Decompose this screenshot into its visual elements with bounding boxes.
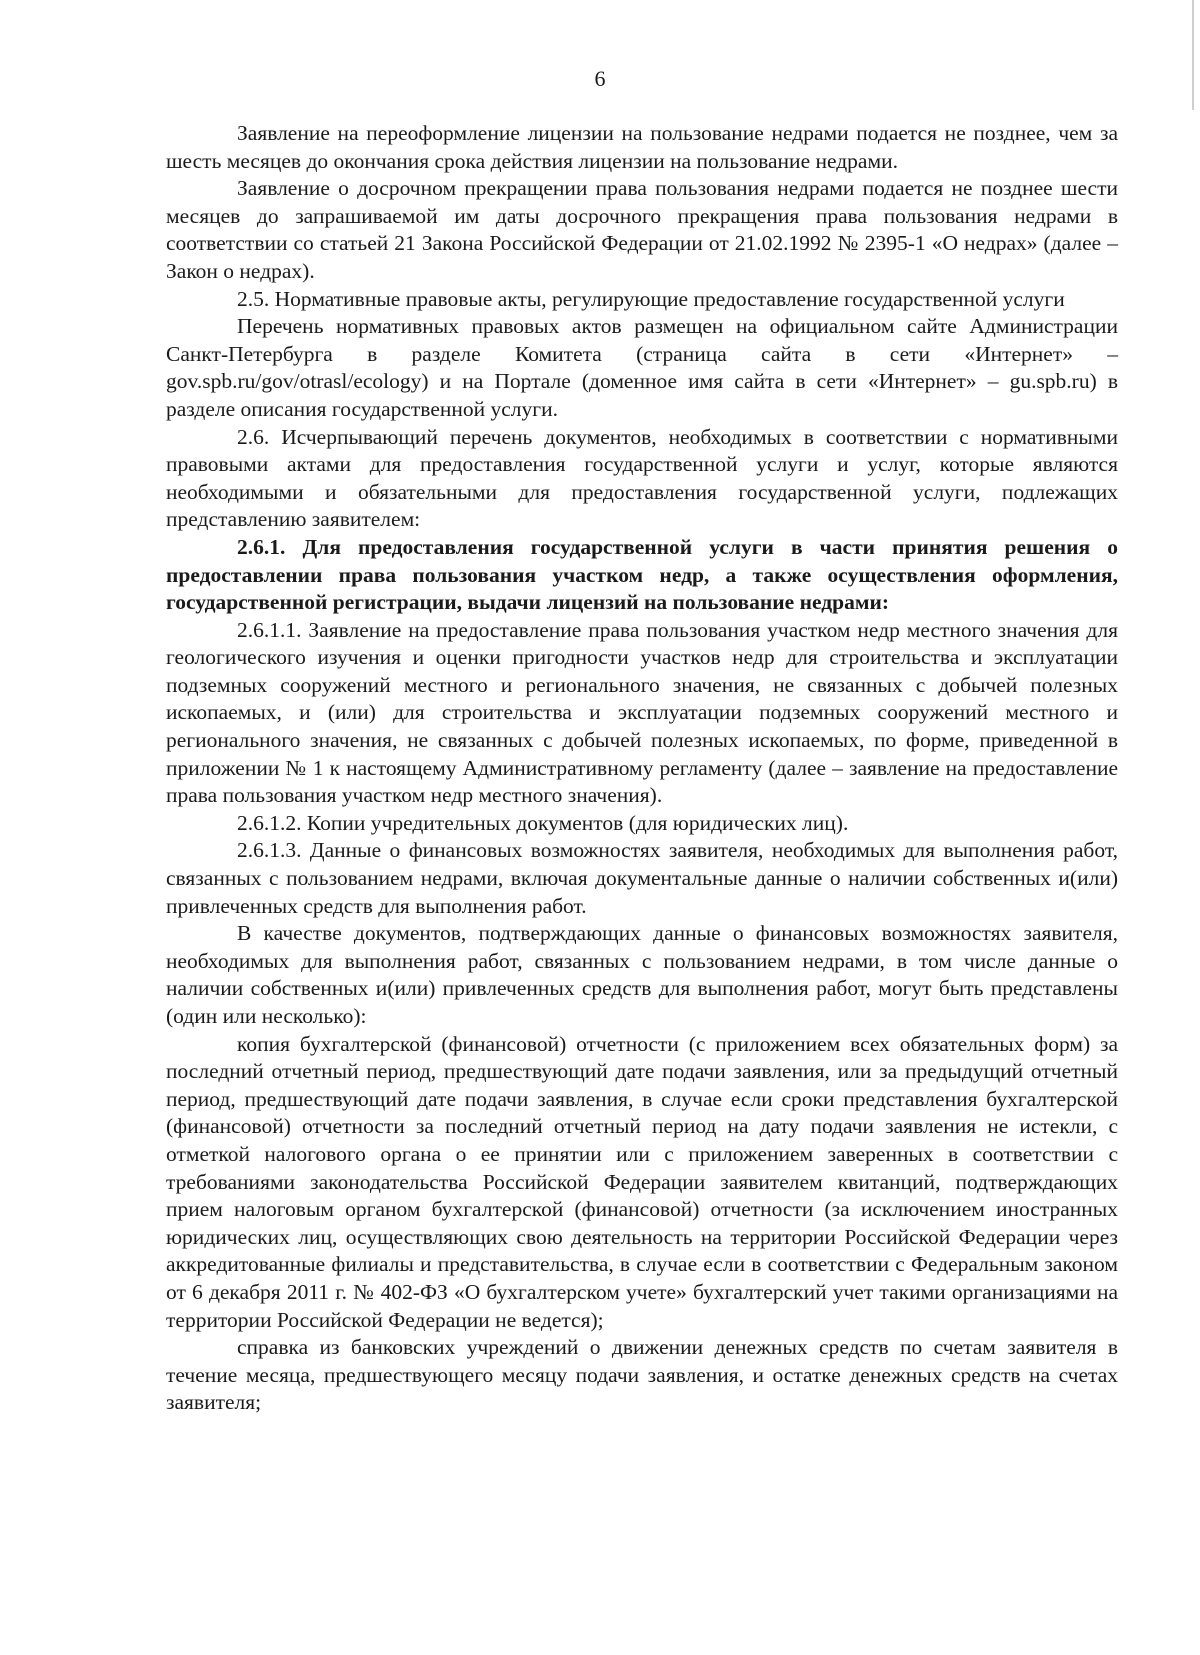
- document-body: [166, 120, 1118, 1417]
- paragraph-financial-documents: В качестве документов, подтверждающих данные о финансовых возможностях заявителя, необходимых для выполнения работ, связанных с пользованием недрами, в том числе данные о наличии собственных и(или) привлеченных средств для выполнения работ, могут быть представлены (один или несколько):: [166, 921, 1118, 1028]
- list-item-bank-statement: справка из банковских учреждений о движении денежных средств по счетам заявителя в течение месяца, предшествующего месяцу подачи заявления, и остатке денежных средств на счетах заявителя;: [166, 1335, 1118, 1415]
- item-2-6-1-1: 2.6.1.1. Заявление на предоставление права пользования участком недр местного значения для геологического изучения и оценки пригодности участков недр для строительства и эксплуатации подземных сооружений местного и регионального значения, не связанных с добычей полезных ископаемых, и (или) для строительства и эксплуатации подземных сооружений местного и регионального значения, не связанных с добычей полезных ископаемых, по форме, приведенной в приложении № 1 к настоящему Административному регламенту (далее – заявление на предоставление права пользования участком недр местного значения).: [166, 617, 1118, 808]
- scan-edge-line: [1192, 0, 1194, 110]
- section-2-6-1-heading: 2.6.1. Для предоставления государственной услуги в части принятия решения о предоставлении права пользования участком недр, а также осуществления оформления, государственной регистрации, выдачи лицензий на пользование недрами:: [166, 534, 1118, 615]
- item-2-6-1-2: 2.6.1.2. Копии учредительных документов (для юридических лиц).: [237, 810, 849, 835]
- section-2-5-heading: 2.5. Нормативные правовые акты, регулирующие предоставление государственной услуги: [237, 286, 1065, 311]
- section-2-6-heading: 2.6. Исчерпывающий перечень документов, необходимых в соответствии с нормативными правовыми актами для предоставления государственной услуги и услуг, которые являются необходимыми и обязательными для предоставления государственной услуги, подлежащих представлению заявителем:: [166, 424, 1118, 532]
- list-item-accounting-report: копия бухгалтерской (финансовой) отчетности (с приложением всех обязательных форм) за последний отчетный период, предшествующий дате подачи заявления, или за предыдущий отчетный период, предшествующий дате подачи заявления, в случае если сроки представления бухгалтерской (финансовой) отчетности за последний отчетный период на дату подачи заявления не истекли, с отметкой налогового органа о ее принятии или с приложением заверенных в соответствии с требованиями законодательства Российской Федерации заявителем квитанций, подтверждающих прием налоговым органом бухгалтерской (финансовой) отчетности (за исключением иностранных юридических лиц, осуществляющих свою деятельность на территории Российской Федерации через аккредитованные филиалы и представительства, в случае если в соответствии с Федеральным законом от 6 декабря 2011 г. № 402-ФЗ «О бухгалтерском учете» бухгалтерский учет такими организациями на территории Российской Федерации не ведется);: [166, 1031, 1118, 1332]
- item-2-6-1-3: 2.6.1.3. Данные о финансовых возможностях заявителя, необходимых для выполнения работ, связанных с пользованием недрами, включая документальные данные о наличии собственных и(или) привлеченных средств для выполнения работ.: [166, 838, 1118, 918]
- paragraph-legal-acts-list: Перечень нормативных правовых актов размещен на официальном сайте Администрации Санкт-Петербурга в разделе Комитета (страница сайта в сети «Интернет» – gov.spb.ru/gov/otrasl/ecology) и на Портале (доменное имя сайта в сети «Интернет» – gu.spb.ru) в разделе описания государственной услуги.: [166, 314, 1118, 421]
- page-number: 6: [594, 66, 606, 91]
- paragraph-early-termination: Заявление о досрочном прекращении права пользования недрами подается не позднее шести месяцев до запрашиваемой им даты досрочного прекращения права пользования недрами в соответствии со статьей 21 Закона Российской Федерации от 21.02.1992 № 2395-1 «О недрах» (далее – Закон о недрах).: [166, 176, 1118, 283]
- paragraph-license-reissue: Заявление на переоформление лицензии на пользование недрами подается не позднее, чем за шесть месяцев до окончания срока действия лицензии на пользование недрами.: [166, 121, 1118, 173]
